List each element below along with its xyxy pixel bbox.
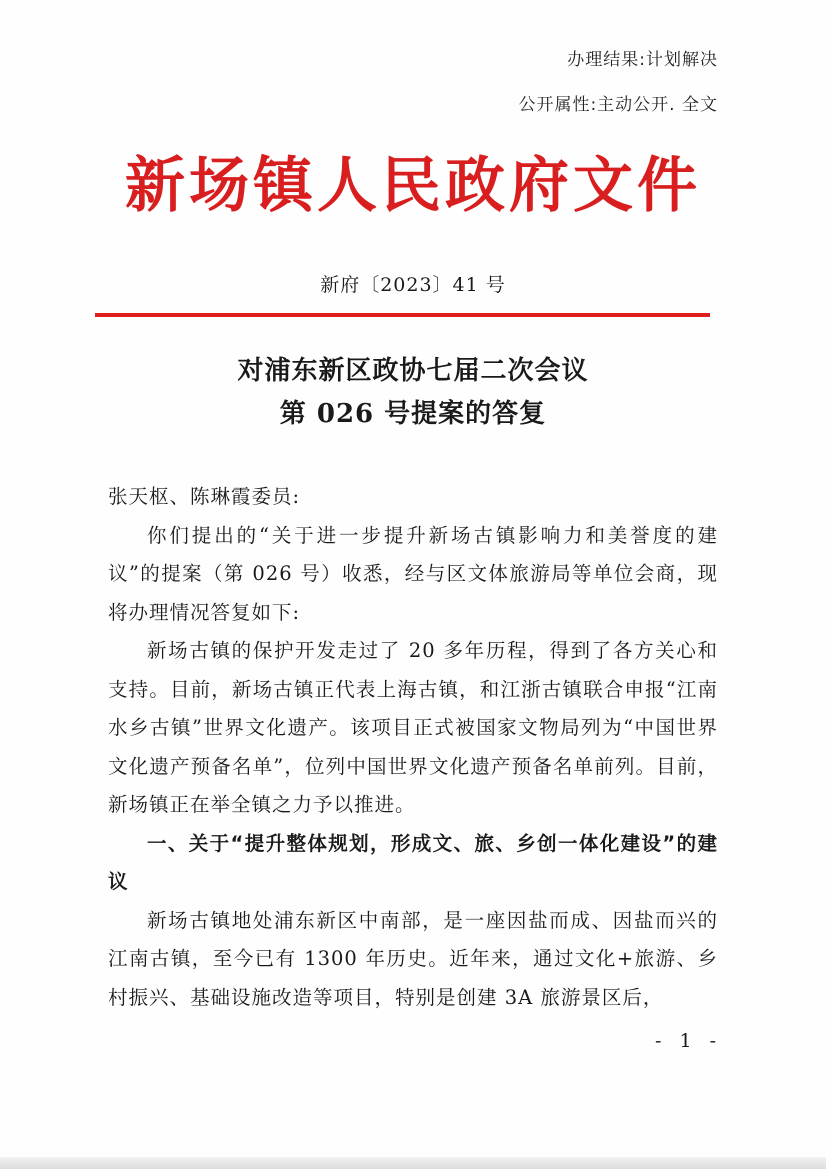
document-body [108,478,718,1017]
paragraph: 新场古镇地处浦东新区中南部，是一座因盐而成、因盐而兴的江南古镇，至今已有 1300 年历史。近年来，通过文化+旅游、乡村振兴、基础设施改造等项目，特别是创建 3A 旅游景区后， [108,908,718,1009]
handling-result: 办理结果:计划解决 [567,50,718,70]
page-number: - 1 - [654,1030,722,1052]
salutation: 张天枢、陈琳霞委员: [108,485,301,508]
paragraph: 新场古镇的保护开发走过了 20 多年历程，得到了各方关心和支持。目前，新场古镇正代表上海古镇，和江浙古镇联合申报“江南水乡古镇”世界文化遗产。该项目正式被国家文物局列为“中国世界文化遗产预备名单”，位列中国世界文化遗产预备名单前列。目前，新场镇正在举全镇之力予以推进。 [108,639,718,816]
section-heading: 一、关于“提升整体规划，形成文、旅、乡创一体化建设”的建议 [108,831,718,893]
red-divider [95,313,710,317]
masthead: 新场镇人民政府文件 [125,151,701,221]
title-line-1: 对浦东新区政协七届二次会议 [237,356,589,386]
paragraph: 你们提出的“关于进一步提升新场古镇影响力和美誉度的建议”的提案（第 026 号）收悉，经与区文体旅游局等单位会商，现将办理情况答复如下: [108,523,718,624]
disclosure-attribute: 公开属性:主动公开. 全文 [518,95,718,115]
document-number: 新府〔2023〕41 号 [320,274,506,296]
page-edge [0,1157,826,1169]
title-line-2: 第 026 号提案的答复 [279,399,547,429]
